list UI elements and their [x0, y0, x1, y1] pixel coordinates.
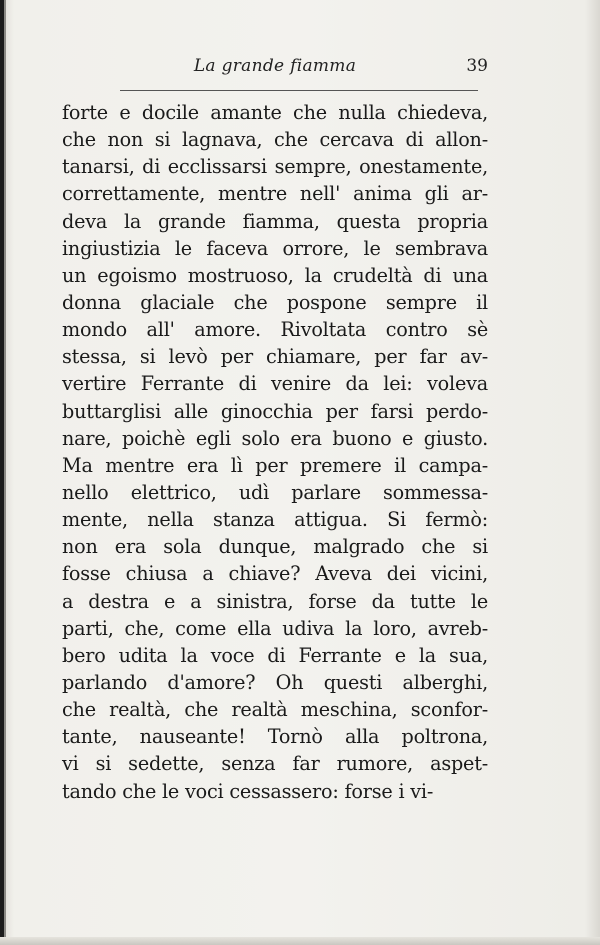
text-line: tanarsi, di ecclissarsi sempre, onestamente, — [62, 155, 488, 179]
text-line: bero udita la voce di Ferrante e la sua, — [62, 643, 488, 667]
text-line: fosse chiusa a chiave? Aveva dei vicini, — [62, 562, 488, 586]
text-line: non era sola dunque, malgrado che si — [62, 535, 488, 559]
text-line: tante, nauseante! Tornò alla poltrona, — [62, 725, 488, 749]
page-binding-shadow — [4, 0, 6, 945]
text-line: deva la grande fiamma, questa propria — [62, 209, 488, 233]
text-line: ingiustizia le faceva orrore, le sembrava — [62, 236, 488, 260]
header-rule — [120, 90, 478, 91]
text-line: parti, che, come ella udiva la loro, avreb- — [62, 616, 488, 640]
text-line: forte e docile amante che nulla chiedeva, — [62, 101, 488, 124]
text-line: Ma mentre era lì per premere il campa- — [62, 453, 488, 477]
text-line: parlando d'amore? Oh questi alberghi, — [62, 670, 488, 694]
page-number: 39 — [466, 56, 488, 76]
text-line: nello elettrico, udì parlare sommessa- — [62, 480, 488, 504]
text-line: vi si sedette, senza far rumore, aspet- — [62, 752, 488, 776]
body-text — [62, 99, 488, 805]
text-line: donna glaciale che pospone sempre il — [62, 290, 488, 314]
page-bottom-edge — [0, 937, 600, 945]
text-line: che non si lagnava, che cercava di allon- — [62, 128, 488, 152]
text-line: tando che le voci cessassero: forse i vi- — [62, 779, 434, 803]
text-line: mondo all' amore. Rivoltata contro sè — [62, 318, 488, 342]
text-line: vertire Ferrante di venire da lei: voleva — [62, 372, 488, 396]
running-title: La grande fiamma — [193, 56, 357, 76]
text-line: un egoismo mostruoso, la crudeltà di una — [62, 263, 488, 287]
text-line: nare, poichè egli solo era buono e giusto. — [62, 426, 488, 450]
text-line: buttarglisi alle ginocchia per farsi perdo- — [62, 399, 488, 423]
page-header — [62, 52, 488, 82]
text-line: correttamente, mentre nell' anima gli ar- — [62, 182, 488, 206]
text-line: stessa, si levò per chiamare, per far av- — [62, 345, 488, 369]
text-line: mente, nella stanza attigua. Si fermò: — [62, 508, 488, 532]
text-line: che realtà, che realtà meschina, sconfor- — [62, 698, 488, 722]
text-line: a destra e a sinistra, forse da tutte le — [62, 589, 488, 613]
